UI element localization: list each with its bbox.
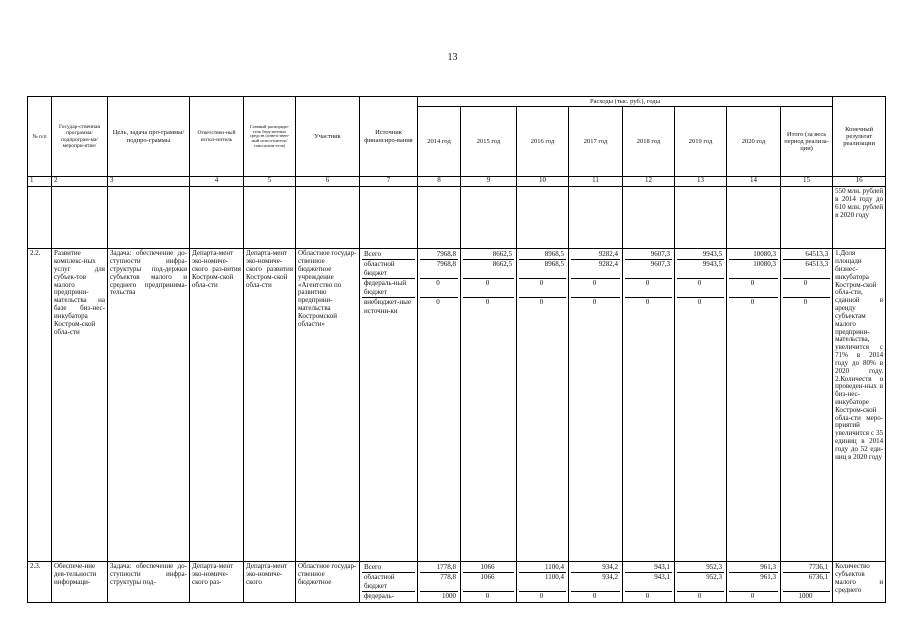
year-2019-values <box>675 249 727 562</box>
value-cell: 1778,8 <box>420 563 458 573</box>
year-2015-values <box>461 562 517 603</box>
executor-text: Департа-мент эко-номиче-ского раз- <box>190 562 244 603</box>
value-cell: 0 <box>677 279 724 298</box>
value-cell: 0 <box>571 279 620 298</box>
header-executor: Ответствен-ный испол-нитель <box>190 97 244 177</box>
col-number: 14 <box>727 177 781 187</box>
value-cell: 64513,3 <box>783 260 830 279</box>
source-label: Всего <box>362 563 415 573</box>
header-program: Государ-ственная программа/ подпрограм-ма/ меропри-ятие/ <box>52 97 108 177</box>
participant-text: Областное государ-ственное бюджетное учреждение «Агентство по развитию предприни-мательства Костромской области» <box>296 249 360 562</box>
value-cell: 8662,5 <box>463 260 514 279</box>
header-year: 2020 год <box>727 107 781 177</box>
continued-result: 550 млн. рублей в 2014 году до 610 млн. рублей в 2020 году <box>833 187 886 249</box>
year-2018-values <box>623 562 675 603</box>
table-row-2-2 <box>28 249 886 562</box>
value-cell: 0 <box>539 298 544 307</box>
value-cell: 934,2 <box>571 563 620 573</box>
col-number: 1 <box>28 177 52 187</box>
year-2019-values <box>675 562 727 603</box>
value-cell: 9282,4 <box>571 250 620 260</box>
year-2015-values <box>461 249 517 562</box>
header-result: Конечный результат реализации <box>833 97 886 177</box>
value-cell: 943,1 <box>625 563 672 573</box>
value-cell: 778,8 <box>420 573 458 592</box>
executor-text: Департа-мент эко-номиче-ского раз-вития Костром-ской обла-сти <box>190 249 244 562</box>
value-cell: 10080,3 <box>729 260 778 279</box>
source-label: Всего <box>362 250 415 260</box>
value-cell: 0 <box>750 592 755 601</box>
source-label: областной бюджет <box>362 573 415 592</box>
value-cell: 952,3 <box>677 563 724 573</box>
value-cell: 943,1 <box>625 573 672 592</box>
header-year: 2019 год <box>675 107 727 177</box>
value-cell: 0 <box>519 279 566 298</box>
value-cell: 64513,3 <box>783 250 830 260</box>
final-result: Количество субъектов малого и среднего <box>833 562 886 603</box>
value-cell: 8968,5 <box>519 260 566 279</box>
col-number: 5 <box>244 177 296 187</box>
value-cell: 0 <box>803 298 808 307</box>
value-cell: 934,2 <box>571 573 620 592</box>
year-2014-values <box>418 249 461 562</box>
value-cell: 0 <box>750 298 755 307</box>
year-2017-values <box>569 249 623 562</box>
value-cell: 1100,4 <box>519 573 566 592</box>
value-cell: 0 <box>645 592 650 601</box>
col-number: 16 <box>833 177 886 187</box>
col-number: 8 <box>418 177 461 187</box>
header-year: 2017 год <box>569 107 623 177</box>
manager-text: Департа-мент эко-номиче-ского развития Костром-ской обла-сти <box>244 249 296 562</box>
total-values <box>781 249 833 562</box>
year-2014-values <box>418 562 461 603</box>
continued-row <box>28 187 886 249</box>
col-number: 6 <box>296 177 360 187</box>
value-cell: 9607,3 <box>625 260 672 279</box>
value-cell: 0 <box>697 592 702 601</box>
source-label: внебюджет-ные источни-ки <box>364 298 411 316</box>
final-result: 1.Доля площади бизнес-инкубатора Костром-ской обла-сти, сданной в аренду субъектам малого предприни-мательства, увеличится с 71% в 2014 году до 80% в 2020 году. 2.Количеств о проведен-ных в биз-нес-инкубаторе Костром-ской обла-сти меро-приятий увеличится с 35 единиц в 2014 году до 52 еди-ниц в 2020 году <box>833 249 886 562</box>
total-values <box>781 562 833 603</box>
value-cell: 0 <box>783 279 830 298</box>
row-number: 2.3. <box>28 562 52 603</box>
col-number: 13 <box>675 177 727 187</box>
row-number: 2.2. <box>28 249 52 562</box>
goal-text: Задача: обеспечение до-ступности инфра-структуры под- <box>108 562 190 603</box>
value-cell: 0 <box>436 298 440 307</box>
value-cell: 0 <box>729 279 778 298</box>
col-number: 11 <box>569 177 623 187</box>
year-2020-values <box>727 562 781 603</box>
value-cell: 0 <box>539 592 544 601</box>
year-2017-values <box>569 562 623 603</box>
value-cell: 6736,1 <box>783 573 830 592</box>
value-cell: 9282,4 <box>571 260 620 279</box>
funding-sources <box>360 249 418 562</box>
value-cell: 952,3 <box>677 573 724 592</box>
value-cell: 0 <box>697 298 702 307</box>
col-number: 10 <box>517 177 569 187</box>
header-manager: Главный распоряди-тель бюд-жетных средств (ответствен-ный испол-нитель/ соисполни-тель) <box>244 97 296 177</box>
col-number: 12 <box>623 177 675 187</box>
table-row-2-3 <box>28 562 886 603</box>
value-cell: 0 <box>463 279 514 298</box>
value-cell: 8662,5 <box>463 250 514 260</box>
header-year: 2018 год <box>623 107 675 177</box>
col-number: 7 <box>360 177 418 187</box>
year-2016-values <box>517 249 569 562</box>
value-cell: 7736,1 <box>783 563 830 573</box>
header-expenses: Расходы (тыс. руб.), годы <box>418 97 833 107</box>
source-label: федераль-ный бюджет <box>362 279 415 298</box>
value-cell: 7968,8 <box>420 250 458 260</box>
value-cell: 10080,3 <box>729 250 778 260</box>
value-cell: 7968,8 <box>420 260 458 279</box>
value-cell: 1066 <box>463 563 514 573</box>
value-cell: 9607,3 <box>625 250 672 260</box>
year-2018-values <box>623 249 675 562</box>
value-cell: 961,3 <box>729 563 778 573</box>
header-year: 2016 год <box>517 107 569 177</box>
year-2016-values <box>517 562 569 603</box>
value-cell: 0 <box>592 298 597 307</box>
column-number-row <box>28 177 886 187</box>
budget-table <box>27 96 886 603</box>
source-label: федераль- <box>364 592 394 601</box>
value-cell: 0 <box>592 592 597 601</box>
col-number: 3 <box>108 177 190 187</box>
participant-text: Областное государ-ственное бюджетное <box>296 562 360 603</box>
header-total: Итого (за весь период реализа-ции) <box>781 107 833 177</box>
program-name: Развитие комплекс-ных услуг для субъек-тов малого предприни-мательства на базе биз-нес-инкубатора Костром-ской обла-сти <box>52 249 108 562</box>
col-number: 4 <box>190 177 244 187</box>
header-source: Источник финансиро-вания <box>360 97 418 177</box>
col-number: 9 <box>461 177 517 187</box>
value-cell: 9943,5 <box>677 250 724 260</box>
manager-text: Департа-мент эко-номиче-ского <box>244 562 296 603</box>
value-cell: 1000 <box>798 592 813 601</box>
value-cell: 1000 <box>442 592 456 601</box>
value-cell: 1066 <box>463 573 514 592</box>
value-cell: 8968,5 <box>519 250 566 260</box>
value-cell: 0 <box>420 279 458 298</box>
header-participant: Участник <box>296 97 360 177</box>
header-year: 2015 год <box>461 107 517 177</box>
value-cell: 0 <box>485 298 490 307</box>
goal-text: Задача: обеспечение до-ступности инфра-структуры под-держки субъектов малого и среднего предпринима-тельства <box>108 249 190 562</box>
value-cell: 0 <box>485 592 490 601</box>
program-name: Обеспече-ние дея-тельности информаци- <box>52 562 108 603</box>
header-num: № п/п <box>28 97 52 177</box>
page-number: 13 <box>447 52 458 63</box>
value-cell: 9943,5 <box>677 260 724 279</box>
value-cell: 0 <box>625 279 672 298</box>
col-number: 15 <box>781 177 833 187</box>
col-number: 2 <box>52 177 108 187</box>
funding-sources <box>360 562 418 603</box>
value-cell: 961,3 <box>729 573 778 592</box>
header-year: 2014 год <box>418 107 461 177</box>
source-label: областной бюджет <box>362 260 415 279</box>
header-goal: Цель, задача про-граммы/ подпро-граммы <box>108 97 190 177</box>
value-cell: 1100,4 <box>519 563 566 573</box>
value-cell: 0 <box>645 298 650 307</box>
year-2020-values <box>727 249 781 562</box>
